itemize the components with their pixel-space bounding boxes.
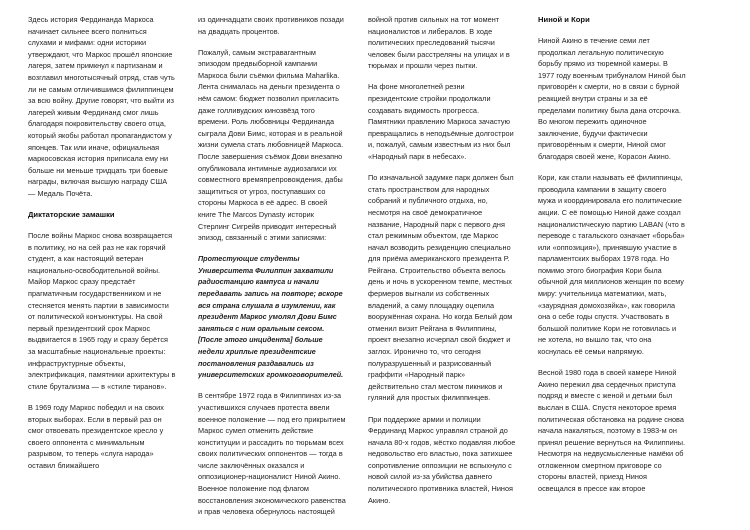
paragraph: Пожалуй, самым экстравагантным эпизодом предвыборной кампании Маркоса были съёмки фильма Maharlika. Лента снималась на деньги президента о нём самом: бюджет позволил пригласить даже голливудских кинозвёзд того времени. Роль любовницы Фердинанда сыграла Дови Бимс, которая и в реальной жизни сумела стать любовницей Маркоса. После завершения съёмок Дови внезапно опубликовала интимные аудиозаписи их совместного времяпрепровождения, дабы защититься от угроз, поступавших со стороны Маркоса в её адрес. В своей книге The Marcos Dynasty историк Стерлинг Сигрейв приводит интересный эпизод, связанный с этими записями: (198, 47, 344, 243)
paragraph: Кори, как стали называть её филиппинцы, проводила кампании в защиту своего мужа и координировала его политические акции. С её помощью Ниной даже создал националистическую партию LABAN (что в переводе с тагальского означает «борьба» или «оппозиция»), принявшую участие в парламентских выборах 1978 года. Но помимо этого биография Кори была обычной для миллионов женщин по всему миру: учительница математики, мать, «заурядная домохозяйка», как говорила она о себе годы спустя. Участвовать в большой политике Кори не готовилась и не хотела, но вышло так, что она коснулась её семьи напрямую. (538, 173, 685, 357)
paragraph: На фоне многолетней резни президентские стройки продолжали создавать видимость прогресса. Памятники правлению Маркоса зачастую превращались в неподъёмные долгострои и, пожалуй, самым известным из них был «Народный парк в небесах». (368, 82, 514, 162)
paragraph: Весной 1980 года в своей камере Ниной Акино пережил два сердечных приступа подряд и вместе с женой и детьми был выслан в США. Спустя некоторое время политическая обстановка на родине снова начала накаляться, поэтому в 1983-м он принял решение вернуться на Филиппины. Несмотря на недвусмысленные намёки об отложенном смертном приговоре со стороны властей, приезд Ниноя освещался в прессе как второе (538, 368, 686, 494)
paragraph: В сентябре 1972 года в Филиппинах из-за участившихся случаев протеста ввели военное положение — под его прикрытием Маркос сумел отменить действие конституции и рассадить по тюрьмам всех своих политических оппонентов — тогда в числе заключённых оказался и оппозиционер-националист Ниной Акино. Военное положение под флагом восстановления экономического равенства и прав человека обернулось настоящей (198, 391, 346, 517)
paragraph: из одиннадцати своих противников позади на двадцать процентов. (198, 15, 344, 36)
section-heading-dictator: Диктаторские замашки (28, 210, 115, 219)
paragraph: По изначальной задумке парк должен был стать пространством для народных собраний и публичного отдыха, но, несмотря на своё демократичное название, Народный парк с первого дня стал режимным объектом, где Маркос начал возводить резиденцию специально для приёма американского президента Р. Рейгана. Строительство объекта велось день и ночь в ускоренном темпе, местных фермеров выгнали из собственных владений, а саму площадку оцепила вооружённая охрана. Но когда Белый дом отменил визит Рейгана в Филиппины, проект внезапно исчерпал свой бюджет и заглох. Иронично то, что сегодня полуразрушенный и разрисованный граффити «Народный парк» действительно стал местом пикников и гуляний для простых филиппинцев. (368, 173, 514, 403)
paragraph: войной против сильных на тот момент националистов и либералов. В ходе политических преследований тысячи человек были расстреляны на улицах и в тюрьмах и прошли через пытки. (368, 15, 510, 71)
paragraph: Здесь история Фердинанда Маркоса начинает сильнее всего полниться слухами и мифами: одни историки утверждают, что Маркос прошёл японские лагеря, затем примкнул к партизанам и возглавил многотысячный отряд, став чуть ли не самым отличившимся филиппинцем за всю войну. Другие говорят, что выйти из лагерей живым Фердинанд смог лишь благодаря покровительству своего отца, который якобы работал пропагандистом у японцев. Так или иначе, официальная маркосовская история приписала ему ни больше ни меньше тридцать три боевые награды, включая высшую награду США — Медаль Почёта. (28, 15, 175, 198)
paragraph: В 1969 году Маркос победил и на своих вторых выборах. Если в первый раз он смог отвоевать президентское кресло у своего оппонента с минимальным разрывом, то теперь «слуга народа» оставил ближайшего (28, 402, 164, 470)
article-column-4 (538, 14, 686, 530)
paragraph: При поддержке армии и полиции Фердинанд Маркос управлял страной до начала 80-х годов, жёстко подавляя любое недовольство его властью, пока затихшее сопротивление оппозиции не вспыхнуло с новой силой из-за убийства давнего политического противника властей, Ниноя Акино. (368, 414, 516, 505)
paragraph: Ниной Акино в течение семи лет продолжал легальную политическую борьбу прямо из тюремной камеры. В 1977 году военным трибуналом Ниной был приговорён к смерти, но в связи с бурной реакцией внутри страны и за её пределами политику была дана отсрочка. Во многом пережить одиночное заключение, будучи фактически приговорённым к смерти, Ниной смог благодаря своей жене, Корасон Акино. (538, 36, 686, 162)
article-column-1 (28, 14, 176, 530)
section-heading-ninoy-cory: Ниной и Кори (538, 15, 590, 24)
article-column-3 (368, 14, 516, 530)
article-columns (28, 14, 726, 530)
article-column-2 (198, 14, 346, 530)
pull-quote: Протестующие студенты Университета Филиппин захватили радиостанцию кампуса и начали передавать запись на повторе; вскоре вся страна слушала в изумлении, как президент Маркос умолял Дови Бимс заняться с ним оральным сексом. [После этого инцидента] больше недели хриплые президентские постановления раздавались из университетских громкоговорителей. (198, 254, 344, 380)
paragraph: После войны Маркос снова возвращается в политику, но на сей раз не как горячий студент, а как настоящий ветеран национально-освободительной войны. Майор Маркос сразу предстаёт прагматичным государственником и не стесняется менять партии в зависимости от политической конъюнктуры. На свой первый президентский срок Маркос выдвигается в 1965 году и сразу берётся за масштабные национальные проекты: инфраструктурные объекты, электрификация, памятники архитектуры в стиле брутализма — в «стиле тиранов». (28, 231, 176, 391)
